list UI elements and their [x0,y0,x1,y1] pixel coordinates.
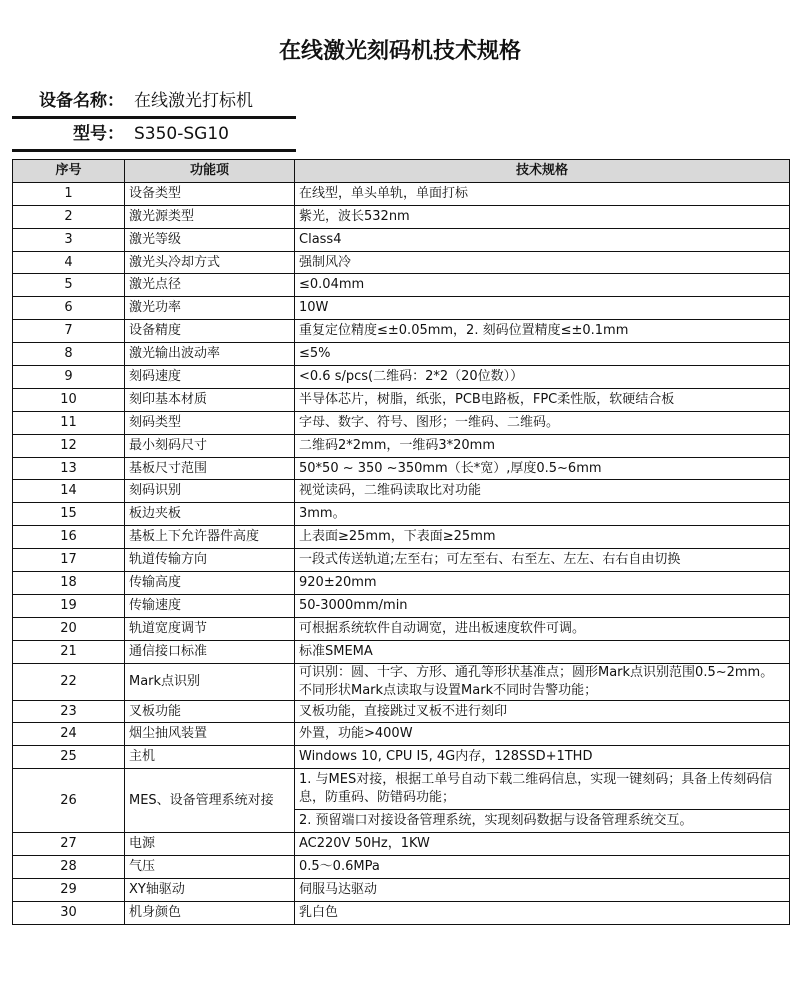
row-number: 7 [13,320,125,343]
table-row [13,640,790,663]
table-row [13,833,790,856]
table-row [13,617,790,640]
table-row [13,343,790,366]
row-item: 刻印基本材质 [125,388,295,411]
table-row [13,572,790,595]
table-row [13,700,790,723]
device-name-row [12,86,296,119]
row-number: 24 [13,723,125,746]
row-item: 激光输出波动率 [125,343,295,366]
row-item: 设备精度 [125,320,295,343]
page-title: 在线激光刻码机技术规格 [278,39,521,64]
row-number: 25 [13,746,125,769]
row-spec: 可根据系统软件自动调宽，进出板速度软件可调。 [295,617,790,640]
row-item: 传输高度 [125,572,295,595]
row-item: Mark点识别 [125,663,295,700]
table-row [13,251,790,274]
row-spec: 0.5～0.6MPa [295,856,790,879]
row-item: 通信接口标准 [125,640,295,663]
row-number: 2 [13,205,125,228]
model-label: 型号： [73,124,124,144]
row-spec: 50-3000mm/min [295,594,790,617]
table-row [13,182,790,205]
table-row [13,526,790,549]
row-spec: 可识别：圆、十字、方形、通孔等形状基准点；圆形Mark点识别范围0.5~2mm。不同形状Mark点读取与设置Mark不同时告警功能； [295,663,790,700]
row-item: 激光头冷却方式 [125,251,295,274]
row-item: 激光功率 [125,297,295,320]
row-item: 板边夹板 [125,503,295,526]
row-item: 基板上下允许器件高度 [125,526,295,549]
row-spec: ≤5% [295,343,790,366]
table-row [13,663,790,700]
row-number: 29 [13,879,125,902]
row-spec: 半导体芯片，树脂，纸张，PCB电路板，FPC柔性版，软硬结合板 [295,388,790,411]
row-item: 激光点径 [125,274,295,297]
row-item: 刻码速度 [125,366,295,389]
row-item: 电源 [125,833,295,856]
row-spec: 视觉读码，二维码读取比对功能 [295,480,790,503]
row-number: 20 [13,617,125,640]
table-row [13,228,790,251]
table-row [13,434,790,457]
table-row [13,480,790,503]
row-spec: 3mm。 [295,503,790,526]
row-spec: 紫光，波长532nm [295,205,790,228]
row-spec: Windows 10, CPU I5, 4G内存，128SSD+1THD [295,746,790,769]
row-spec: 50*50 ~ 350 ~350mm（长*宽）,厚度0.5~6mm [295,457,790,480]
row-item: 烟尘抽风装置 [125,723,295,746]
row-number: 16 [13,526,125,549]
device-name-value: 在线激光打标机 [134,91,253,111]
row-item: 最小刻码尺寸 [125,434,295,457]
row-number: 8 [13,343,125,366]
row-spec-part: 1. 与MES对接，根据工单号自动下载二维码信息，实现一键刻码；具备上传刻码信息，防重码、防错码功能； [299,772,773,806]
row-spec: AC220V 50Hz，1KW [295,833,790,856]
spec-table [12,159,790,925]
row-item: 轨道宽度调节 [125,617,295,640]
row-item: 激光等级 [125,228,295,251]
row-number: 22 [13,663,125,700]
row-number: 11 [13,411,125,434]
row-number: 14 [13,480,125,503]
table-row [13,297,790,320]
row-number: 10 [13,388,125,411]
row-spec-part: 2. 预留端口对接设备管理系统，实现刻码数据与设备管理系统交互。 [295,809,789,832]
row-item: 叉板功能 [125,700,295,723]
row-item: 刻码识别 [125,480,295,503]
row-item: 主机 [125,746,295,769]
row-number: 9 [13,366,125,389]
row-spec [295,769,790,833]
table-row [13,503,790,526]
row-number: 19 [13,594,125,617]
row-number: 28 [13,856,125,879]
row-spec: 强制风冷 [295,251,790,274]
row-number: 18 [13,572,125,595]
table-row [13,549,790,572]
row-item: 机身颜色 [125,901,295,924]
table-row [13,594,790,617]
table-row [13,769,790,833]
row-number: 23 [13,700,125,723]
header-item: 功能项 [125,160,295,183]
row-number: 6 [13,297,125,320]
row-spec: 上表面≥25mm，下表面≥25mm [295,526,790,549]
table-row [13,746,790,769]
row-spec: 标准SMEMA [295,640,790,663]
row-number: 30 [13,901,125,924]
row-item: XY轴驱动 [125,879,295,902]
row-number: 12 [13,434,125,457]
row-number: 13 [13,457,125,480]
row-spec: 伺服马达驱动 [295,879,790,902]
row-item: 轨道传输方向 [125,549,295,572]
row-number: 4 [13,251,125,274]
row-spec: 重复定位精度≤±0.05mm，2. 刻码位置精度≤±0.1mm [295,320,790,343]
row-number: 21 [13,640,125,663]
table-row [13,411,790,434]
row-spec: 二维码2*2mm，一维码3*20mm [295,434,790,457]
table-row [13,457,790,480]
row-item: 基板尺寸范围 [125,457,295,480]
row-number: 5 [13,274,125,297]
row-spec: 叉板功能，直接跳过叉板不进行刻印 [295,700,790,723]
row-spec: 字母、数字、符号、图形；一维码、二维码。 [295,411,790,434]
table-row [13,723,790,746]
row-item: 设备类型 [125,182,295,205]
device-name-label: 设备名称： [39,91,124,111]
row-number: 27 [13,833,125,856]
row-number: 1 [13,182,125,205]
row-item: 气压 [125,856,295,879]
table-row [13,274,790,297]
table-row [13,388,790,411]
row-item: 激光源类型 [125,205,295,228]
row-spec: ≤0.04mm [295,274,790,297]
row-spec: 在线型，单头单轨，单面打标 [295,182,790,205]
row-number: 3 [13,228,125,251]
table-row [13,320,790,343]
row-number: 26 [13,769,125,833]
header-no: 序号 [13,160,125,183]
table-row [13,879,790,902]
row-spec: <0.6 s/pcs(二维码：2*2（20位数）） [295,366,790,389]
model-value: S350-SG10 [134,124,229,144]
row-number: 15 [13,503,125,526]
table-row [13,366,790,389]
row-spec: 乳白色 [295,901,790,924]
row-number: 17 [13,549,125,572]
row-item: MES、设备管理系统对接 [125,769,295,833]
table-header [13,160,790,183]
row-spec: 外置，功能>400W [295,723,790,746]
model-row [12,119,296,152]
header-spec: 技术规格 [295,160,790,183]
row-spec: Class4 [295,228,790,251]
table-row [13,205,790,228]
row-item: 传输速度 [125,594,295,617]
row-item: 刻码类型 [125,411,295,434]
row-spec: 一段式传送轨道;左至右；可左至右、右至左、左左、右右自由切换 [295,549,790,572]
table-row [13,901,790,924]
row-spec: 10W [295,297,790,320]
table-row [13,856,790,879]
row-spec: 920±20mm [295,572,790,595]
